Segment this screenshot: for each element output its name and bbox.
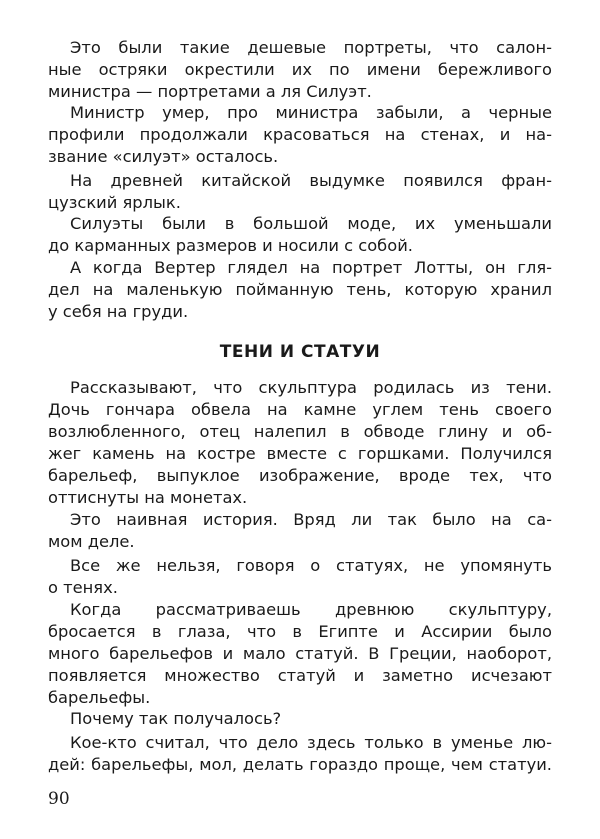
text-line: у себя на груди. bbox=[48, 302, 189, 321]
text-line: Министр умер, про министра забыли, а черные bbox=[70, 103, 552, 122]
text-line: Дочь гончара обвела на камне углем тень своего bbox=[48, 400, 552, 419]
text-line: Кое-кто считал, что дело здесь только в уменье лю- bbox=[70, 733, 552, 752]
text-line: о тенях. bbox=[48, 578, 118, 597]
text-line: Почему так получалось? bbox=[70, 709, 282, 728]
text-line: возлюбленного, отец налепил в обводе глину и об- bbox=[48, 422, 552, 441]
text-line: министра — портретами а ля Силуэт. bbox=[48, 82, 372, 101]
text-line: много барельефов и мало статуй. В Греции, наоборот, bbox=[48, 644, 552, 663]
text-line: дел на маленькую пойманную тень, которую хранил bbox=[48, 280, 552, 299]
text-line: дей: барельефы, мол, делать гораздо проще, чем статуи. bbox=[48, 755, 552, 774]
text-line: барельеф, выпуклое изображение, вроде тех, что bbox=[48, 466, 552, 485]
text-line: Рассказывают, что скульптура родилась из тени. bbox=[70, 378, 552, 397]
text-line: оттиснуты на монетах. bbox=[48, 488, 248, 507]
section-heading: ТЕНИ И СТАТУИ bbox=[219, 342, 381, 362]
text-line: звание «силуэт» осталось. bbox=[48, 147, 279, 166]
text-line: А когда Вертер глядел на портрет Лотты, он гля- bbox=[70, 258, 552, 277]
text-line: Все же нельзя, говоря о статуях, не упомянуть bbox=[70, 556, 552, 575]
text-line: На древней китайской выдумке появился фран- bbox=[70, 171, 552, 190]
text-line: барельефы. bbox=[48, 688, 151, 707]
page-number: 90 bbox=[48, 789, 70, 809]
text-line: цузский ярлык. bbox=[48, 193, 181, 212]
text-line: Силуэты были в большой моде, их уменьшали bbox=[70, 214, 552, 233]
text-line: появляется множество статуй и заметно исчезают bbox=[48, 666, 552, 685]
text-line: профили продолжали красоваться на стенах, и на- bbox=[48, 125, 552, 144]
text-line: до карманных размеров и носили с собой. bbox=[48, 236, 413, 255]
text-line: жег камень на костре вместе с горшками. Получился bbox=[48, 444, 552, 463]
text-line: ные остряки окрестили их по имени бережливого bbox=[48, 60, 552, 79]
text-line: Когда рассматриваешь древнюю скульптуру, bbox=[70, 600, 552, 619]
text-line: мом деле. bbox=[48, 532, 135, 551]
text-line: бросается в глаза, что в Египте и Ассирии было bbox=[48, 622, 552, 641]
text-line: Это были такие дешевые портреты, что салон- bbox=[70, 38, 552, 57]
text-line: Это наивная история. Вряд ли так было на са- bbox=[70, 510, 552, 529]
